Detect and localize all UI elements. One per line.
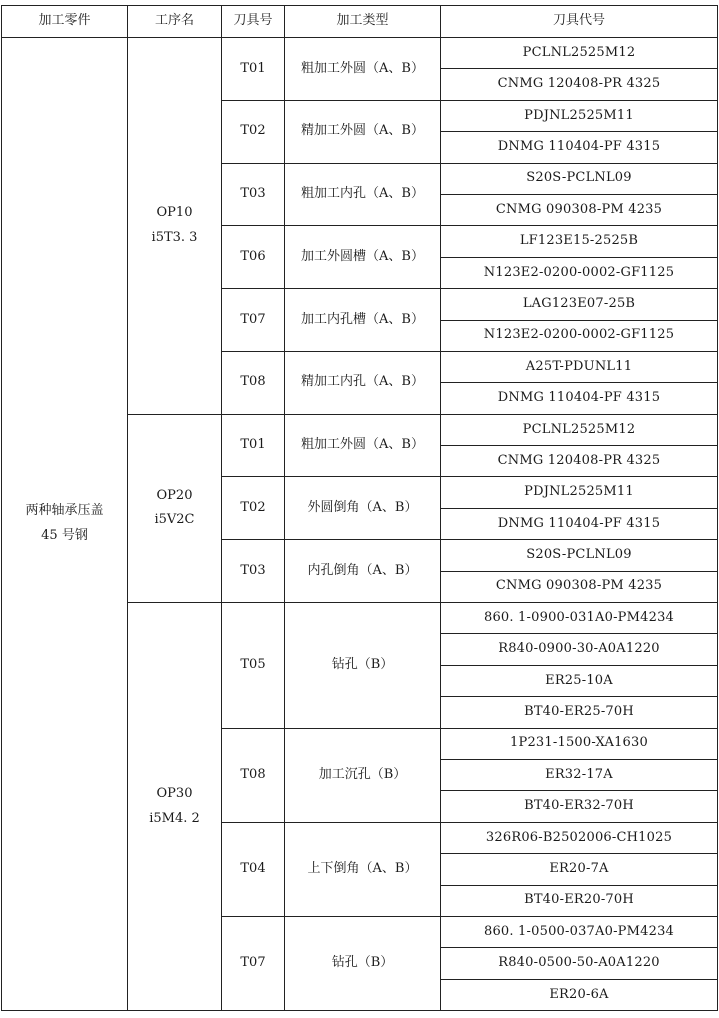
machine-name: i5T3. 3 [151, 229, 198, 245]
header-operation: 工序名 [128, 6, 222, 38]
tool-number-cell: T01 [222, 38, 285, 101]
tool-code-cell: 326R06-B2502006-CH1025 [441, 822, 718, 853]
tool-code-cell: PDJNL2525M11 [441, 477, 718, 508]
process-type-cell: 粗加工内孔（A、B） [285, 163, 441, 226]
tool-code-cell: CNMG 090308-PM 4235 [441, 194, 718, 225]
operation-cell [128, 38, 222, 415]
process-type-cell: 粗加工外圆（A、B） [285, 38, 441, 101]
tool-number-cell: T02 [222, 100, 285, 163]
process-type-cell: 粗加工外圆（A、B） [285, 414, 441, 477]
tool-number-cell: T03 [222, 163, 285, 226]
tool-code-cell: 1P231-1500-XA1630 [441, 728, 718, 759]
process-type-cell: 钻孔（B） [285, 916, 441, 1010]
tool-number-cell: T03 [222, 540, 285, 603]
process-type-cell: 精加工内孔（A、B） [285, 351, 441, 414]
tool-code-cell: PDJNL2525M11 [441, 100, 718, 131]
tool-code-cell: S20S-PCLNL09 [441, 163, 718, 194]
tool-code-cell: ER20-6A [441, 979, 718, 1010]
operation-name: OP20 [156, 487, 193, 503]
process-type-cell: 外圆倒角（A、B） [285, 477, 441, 540]
tool-code-cell: DNMG 110404-PF 4315 [441, 383, 718, 414]
tool-code-cell: PCLNL2525M12 [441, 38, 718, 69]
process-type-cell: 钻孔（B） [285, 603, 441, 729]
process-type-cell: 上下倒角（A、B） [285, 822, 441, 916]
tool-number-cell: T07 [222, 289, 285, 352]
tool-code-cell: CNMG 090308-PM 4235 [441, 571, 718, 602]
tool-number-cell: T02 [222, 477, 285, 540]
tool-code-cell: N123E2-0200-0002-GF1125 [441, 257, 718, 288]
process-type-cell: 内孔倒角（A、B） [285, 540, 441, 603]
operation-name: OP30 [156, 785, 193, 801]
tool-code-cell: 860. 1-0500-037A0-PM4234 [441, 916, 718, 947]
part-name-line2: 45 号钢 [41, 528, 88, 544]
part-cell [2, 38, 128, 1011]
tool-code-cell: CNMG 120408-PR 4325 [441, 69, 718, 100]
tool-number-cell: T06 [222, 226, 285, 289]
tool-code-cell: DNMG 110404-PF 4315 [441, 508, 718, 539]
tool-number-cell: T08 [222, 351, 285, 414]
tool-number-cell: T08 [222, 728, 285, 822]
tool-code-cell: BT40-ER32-70H [441, 791, 718, 822]
tool-number-cell: T04 [222, 822, 285, 916]
header-tool-code: 刀具代号 [441, 6, 718, 38]
operation-cell [128, 414, 222, 602]
process-type-cell: 加工内孔槽（A、B） [285, 289, 441, 352]
tool-code-cell: ER25-10A [441, 665, 718, 696]
tool-code-cell: BT40-ER20-70H [441, 885, 718, 916]
operation-name: OP10 [156, 205, 193, 221]
tool-code-cell: LAG123E07-25B [441, 289, 718, 320]
process-type-cell: 加工沉孔（B） [285, 728, 441, 822]
header-part: 加工零件 [2, 6, 128, 38]
tool-number-cell: T07 [222, 916, 285, 1010]
header-row [2, 6, 718, 38]
tool-code-cell: DNMG 110404-PF 4315 [441, 132, 718, 163]
part-name-line1: 两种轴承压盖 [25, 503, 104, 519]
table-row [2, 38, 718, 69]
tool-code-cell: BT40-ER25-70H [441, 697, 718, 728]
tool-number-cell: T05 [222, 603, 285, 729]
tool-code-cell: R840-0500-50-A0A1220 [441, 948, 718, 979]
tool-code-cell: N123E2-0200-0002-GF1125 [441, 320, 718, 351]
process-type-cell: 精加工外圆（A、B） [285, 100, 441, 163]
tool-number-cell: T01 [222, 414, 285, 477]
tool-code-cell: S20S-PCLNL09 [441, 540, 718, 571]
machine-name: i5M4. 2 [149, 810, 200, 826]
header-process-type: 加工类型 [285, 6, 441, 38]
operation-cell [128, 603, 222, 1011]
tool-code-cell: PCLNL2525M12 [441, 414, 718, 445]
machine-name: i5V2C [154, 512, 195, 528]
tool-code-cell: A25T-PDUNL11 [441, 351, 718, 382]
tool-code-cell: LF123E15-2525B [441, 226, 718, 257]
tool-code-cell: CNMG 120408-PR 4325 [441, 446, 718, 477]
tool-code-cell: ER20-7A [441, 854, 718, 885]
tool-code-cell: R840-0900-30-A0A1220 [441, 634, 718, 665]
tooling-table [1, 5, 718, 1011]
tool-code-cell: 860. 1-0900-031A0-PM4234 [441, 603, 718, 634]
tool-code-cell: ER32-17A [441, 759, 718, 790]
table-body [2, 38, 718, 1011]
process-type-cell: 加工外圆槽（A、B） [285, 226, 441, 289]
header-tool-no: 刀具号 [222, 6, 285, 38]
